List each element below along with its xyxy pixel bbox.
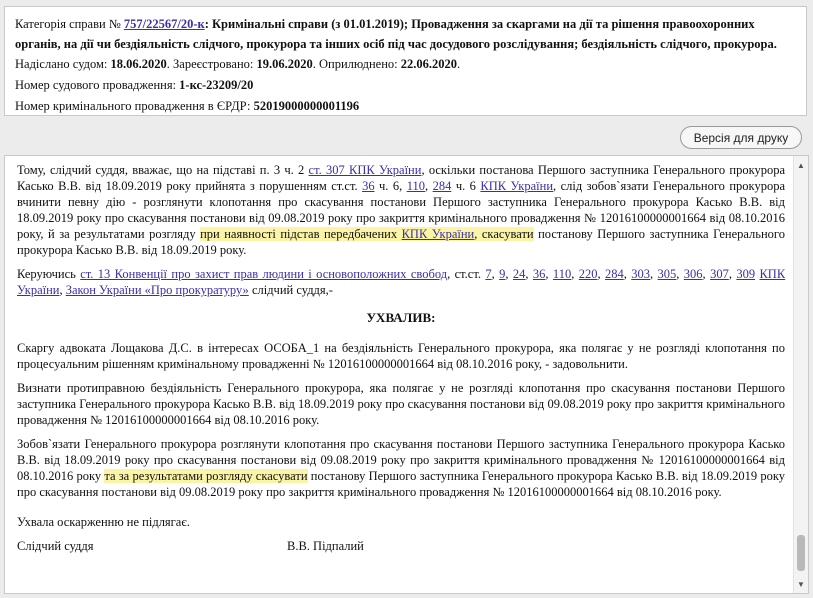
judge-name: В.В. Підпалий	[287, 539, 364, 553]
paragraph: Тому, слідчий суддя, вважає, що на підставі п. 3 ч. 2 ст. 307 КПК України, оскільки постанова Першого заступника Генерального прокурора Касько В.В. від 18.09.2019 року прийнята з порушенням ст.ст. 36 ч. 6, 110, 284 ч. 6 КПК України, слід зобов`язати Генерального прокурора вчинити певну дію - розглянути клопотання про скасування постанови Першого заступника Генерального прокурора Касько В.В. від 18.09.2019 року про скасування постанови від 09.08.2019 року про закриття кримінального провадження № 12016100000001664 від 08.10.2016 року, й за результатами розгляду при наявності підстав передбачених КПК України, скасувати постанову Першого заступника Генерального прокурора Касько В.В. від 18.09.2019 року.	[17, 163, 786, 257]
highlighted-text: та за результатами розгляду скасувати	[104, 469, 308, 483]
law-link[interactable]: 110	[552, 267, 572, 281]
law-link[interactable]: 220	[578, 267, 598, 281]
law-link[interactable]: 303	[631, 267, 651, 281]
case-number-link[interactable]: 757/22567/20-к	[123, 17, 205, 31]
law-link[interactable]: 307	[710, 267, 729, 281]
law-link[interactable]: 284	[605, 267, 624, 281]
highlighted-text: при наявності підстав передбачених КПК України, скасувати	[200, 227, 534, 241]
law-link[interactable]: Закон України «Про прокуратуру»	[65, 283, 249, 297]
case-dates: Надіслано судом: 18.06.2020. Зареєстровано: 19.06.2020. Оприлюднено: 22.06.2020.	[15, 57, 461, 71]
law-link[interactable]: 36	[532, 267, 546, 281]
law-link[interactable]: 305	[657, 267, 677, 281]
court-proceeding-number: Номер судового провадження: 1-кс-23209/20	[15, 78, 254, 92]
law-link[interactable]: ст. 13 Конвенції про захист прав людини і основоположних свобод	[80, 267, 448, 281]
law-link[interactable]: 36	[362, 179, 375, 193]
scrollbar-thumb[interactable]	[797, 535, 805, 571]
law-link[interactable]: 7	[485, 267, 492, 281]
ruling-heading: УХВАЛИВ:	[366, 310, 436, 325]
law-link[interactable]: 24	[512, 267, 526, 281]
law-link[interactable]: 9	[499, 267, 506, 281]
vertical-scrollbar[interactable]	[793, 156, 808, 593]
paragraph: Керуючись ст. 13 Конвенції про захист прав людини і основоположних свобод, ст.ст. 7, 9, 24, 36, 110, 220, 284, 303, 305, 306, 307, 309 КПК України, Закон України «Про прокуратуру» слідчий суддя,-	[17, 267, 786, 297]
paragraph: Скаргу адвоката Лощакова Д.С. в інтересах ОСОБА_1 на бездіяльність Генерального прокурора, яка полягає у не розгляді клопотання по процесуальним рішенням кримінальному провадженні № 12016100000001664 від 08.10.2016 року, - задовольнити.	[17, 341, 785, 371]
law-link[interactable]: КПК України	[480, 179, 554, 193]
judge-title: Слідчий суддя	[17, 539, 94, 553]
law-link[interactable]: 306	[683, 267, 703, 281]
scroll-up-icon[interactable]: ▲	[797, 160, 805, 170]
law-link[interactable]: 284	[432, 179, 452, 193]
case-category: Категорія справи № 757/22567/20-к: Кримінальні справи (з 01.01.2019); Провадження за скаргами на дії та рішення правоохоронних органів, на дії чи бездіяльність слідчого, прокурора та інших осіб під час досудового розслідування; бездіяльність слідчого, прокурора.	[15, 17, 777, 51]
law-link[interactable]: ст. 307 КПК України	[308, 163, 422, 177]
paragraph: Ухвала оскарженню не підлягає.	[17, 515, 190, 529]
erdr-number: Номер кримінального провадження в ЄРДР: 52019000000001196	[15, 99, 360, 113]
law-link[interactable]: 309	[736, 267, 756, 281]
law-link[interactable]: КПК України	[17, 267, 786, 297]
document-text	[17, 162, 785, 554]
case-info-panel	[4, 6, 807, 116]
signature-line	[17, 538, 785, 554]
print-version-button[interactable]: Версія для друку	[680, 126, 802, 149]
document-viewer	[4, 155, 809, 594]
law-link[interactable]: КПК України	[401, 227, 475, 241]
law-link[interactable]: 110	[406, 179, 426, 193]
scroll-down-icon[interactable]: ▼	[797, 579, 805, 589]
paragraph: Зобов`язати Генерального прокурора розглянути клопотання про скасування постанови Першого заступника Генерального прокурора Касько В.В. від 18.09.2019 року про скасування постанови від 09.08.2019 року про закриття кримінального провадження № 12016100000001664 від 08.10.2016 року та за результатами розгляду скасувати постанову Першого заступника Генерального прокурора Касько В.В. від 18.09.2019 року про скасування постанови від 09.08.2019 року про закриття кримінального провадження № 12016100000001664 від 08.10.2016 року.	[17, 437, 785, 499]
paragraph: Визнати протиправною бездіяльність Генерального прокурора, яка полягає у не розгляді клопотання про скасування постанови Першого заступника Генерального прокурора Касько В.В. від 18.09.2019 року про скасування постанови від 09.08.2019 року про закриття кримінального провадження № 12016100000001664 від 08.10.2016 року.	[17, 381, 785, 427]
